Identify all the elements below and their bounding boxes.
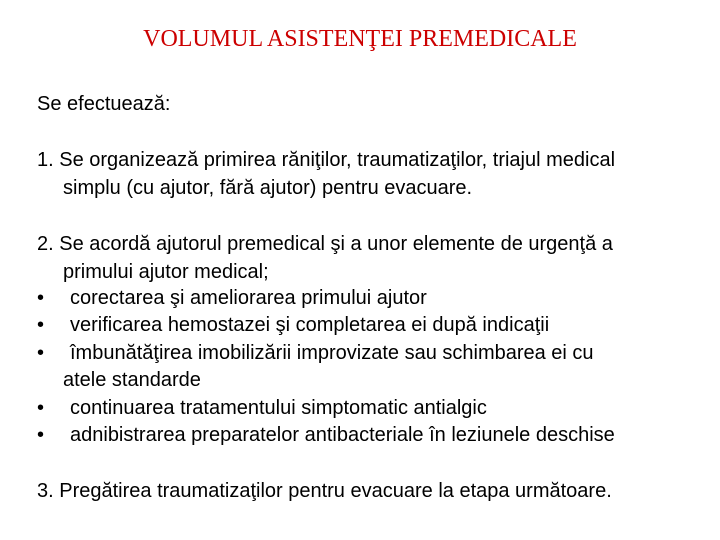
bullet-item-1: corectarea şi ameliorarea primului ajutor [70,287,427,309]
item-2-line-1: 2. Se acordă ajutorul premedical şi a unor elemente de urgenţă a [37,233,613,255]
bullet-item-2: verificarea hemostazei şi completarea ei după indicaţii [70,314,550,336]
bullet-icon: • [37,287,45,309]
intro-text: Se efectuează: [37,93,171,115]
bullet-item-5: adnibistrarea preparatelor antibacteriale în leziunele deschise [70,424,615,446]
bullet-icon: • [37,397,45,419]
bullet-item-3: îmbunătăţirea imobilizării improvizate sau schimbarea ei cu [70,342,594,364]
item-1-line-2: simplu (cu ajutor, fără ajutor) pentru evacuare. [63,177,473,199]
bullet-icon: • [37,424,45,446]
page-title: VOLUMUL ASISTENŢEI PREMEDICALE [143,26,577,52]
bullet-icon: • [37,342,45,364]
bullet-item-4: continuarea tratamentului simptomatic antialgic [70,397,487,419]
item-1-line-1: 1. Se organizează primirea răniţilor, traumatizaţilor, triajul medical [37,149,616,171]
item-2-line-2: primului ajutor medical; [63,261,269,283]
item-3-text: 3. Pregătirea traumatizaţilor pentru evacuare la etapa următoare. [37,480,612,502]
bullet-icon: • [37,314,45,336]
bullet-item-3-continuation: atele standarde [63,369,201,391]
